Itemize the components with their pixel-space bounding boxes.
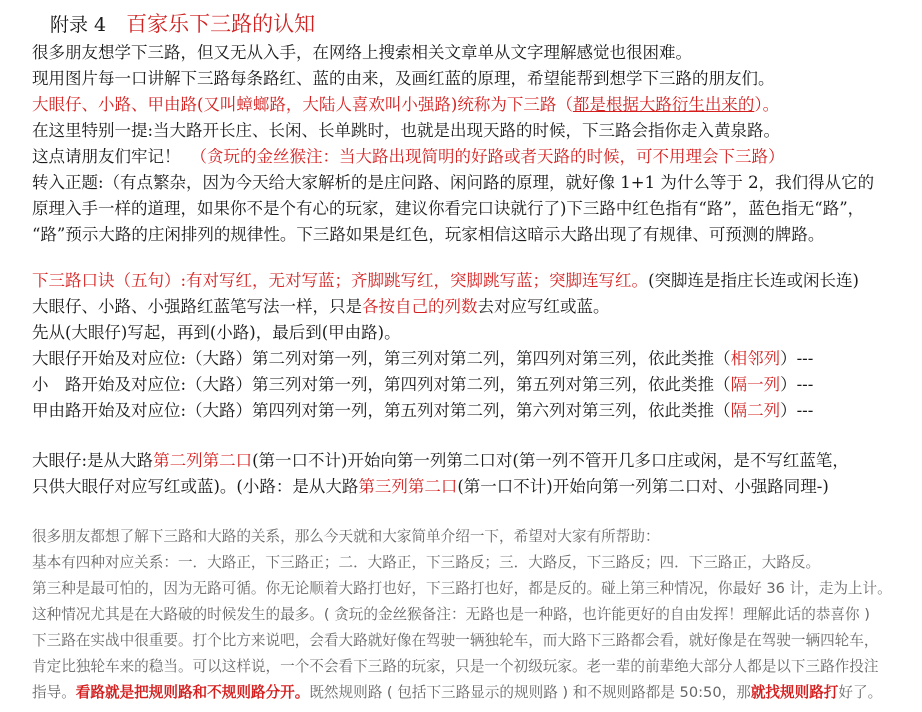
paragraph-line	[32, 224, 824, 246]
text-run: 大眼仔开始及对应位:（大路）第二列对第一列，第三列对第二列，第四列对第三列，依此类推（	[32, 349, 731, 368]
appendix-heading: 百家乐下三路的认知	[126, 12, 316, 36]
highlight-text: 相邻列	[730, 349, 781, 368]
formula-text: 下三路口诀（五句）:有对写红，无对写蓝；齐脚跳写红，突脚跳写蓝；突脚连写红。	[32, 271, 649, 290]
text-run: 大眼仔、小路、小强路红蓝笔写法一样，只是	[32, 297, 362, 316]
text-run: 只供大眼仔对应写红或蓝)。(小路：是从大路	[32, 477, 359, 496]
highlight-text: 隔一列	[730, 375, 781, 394]
text-run: 肯定比独轮车来的稳当。可以这样说，一个不会看下三路的玩家，只是一个初级玩家。老一辈的前辈绝大部分人都是以下三路作投注	[32, 658, 879, 675]
paragraph-line	[32, 374, 813, 396]
paragraph-line	[32, 682, 882, 704]
underlined-text: 都是根据大路衍生出来的	[572, 95, 755, 114]
text-run: 好了。	[838, 684, 883, 701]
text-run: 大眼仔:是从大路	[32, 451, 154, 470]
text-run: ）。	[754, 95, 780, 114]
paragraph-line	[32, 348, 813, 370]
bold-highlight-text: 看路就是把规则路和不规则路分开。	[75, 684, 310, 701]
text-run: ）---	[780, 349, 814, 368]
paragraph-line	[32, 604, 870, 626]
text-run: 很多朋友都想了解下三路和大路的关系，那么今天就和大家简单介绍一下，希望对大家有所帮助：	[32, 528, 660, 545]
paragraph-line	[32, 400, 813, 422]
text-run: 大眼仔、小路、甲由路(又叫蟑螂路，大陆人喜欢叫小强路)统称为下三路（	[32, 95, 573, 114]
paragraph-line	[32, 656, 878, 678]
text-run: 很多朋友想学下三路，但又无从入手，在网络上搜索相关文章单从文字理解感觉也很困难。	[32, 43, 692, 62]
note-text: （贪玩的金丝猴注：当大路出现简明的好路或者天路的时候，可不用理会下三路）	[190, 147, 785, 166]
paragraph-line	[32, 476, 829, 498]
paragraph-line	[32, 578, 892, 600]
paragraph-line	[32, 94, 779, 116]
paragraph-line	[32, 630, 878, 652]
text-run: 基本有四种对应关系：一．大路正，下三路正；二．大路正，下三路反；三．大路反，下三路反；四．下三路正，大路反。	[32, 554, 821, 571]
highlight-text: 隔二列	[730, 401, 781, 420]
paragraph-line	[32, 450, 849, 472]
text-run: 这点请朋友们牢记！	[32, 147, 181, 166]
text-run: 这种情况尤其是在大路破的时候发生的最多。( 贪玩的金丝猴备注：无路也是一种路，也许能更好的自由发挥！理解此话的恭喜你 )	[32, 606, 870, 623]
text-run: (第一口不计)开始向第一列第二口对、小强路同理-)	[457, 477, 829, 496]
appendix-label: 附录 4	[50, 14, 107, 36]
highlight-text: 各按自己的列数	[362, 297, 478, 316]
text-run: 转入正题:（有点繁杂，因为今天给大家解析的是庄问路、闲问路的原理，就好像 1+1 为什么等于 2，我们得从它的	[32, 173, 875, 192]
paragraph-line	[32, 172, 874, 194]
text-run: (突脚连是指庄长连或闲长连)	[648, 271, 859, 290]
text-run: 甲由路开始及对应位:（大路）第四列对第一列，第五列对第二列，第六列对第三列，依此类推（	[32, 401, 731, 420]
paragraph-line	[32, 296, 610, 318]
text-run: 指导。	[32, 684, 76, 701]
text-run: 在这里特别一提:当大路开长庄、长闲、长单跳时，也就是出现天路的时候，下三路会指你走入黄泉路。	[32, 121, 781, 140]
text-run: 原理入手一样的道理，如果你不是个有心的玩家，建议你看完口诀就行了)下三路中红色指有“路”，蓝色指无“路”，	[32, 199, 865, 218]
paragraph-line	[32, 146, 785, 168]
text-run: 去对应写红或蓝。	[477, 297, 610, 316]
text-run: 小 路开始及对应位:（大路）第三列对第一列，第四列对第二列，第五列对第三列，依此类推（	[32, 375, 731, 394]
paragraph-line	[32, 552, 820, 574]
highlight-text: 第二列第二口	[153, 451, 253, 470]
text-run: 先从(大眼仔)写起，再到(小路)，最后到(甲由路)。	[32, 323, 401, 342]
paragraph-line	[32, 270, 859, 292]
highlight-text: 第三列第二口	[358, 477, 458, 496]
text-run: ）---	[780, 375, 814, 394]
text-run: 第三种是最可怕的，因为无路可循。你无论顺着大路打也好，下三路打也好，都是反的。碰上第三种情况，你最好 36 计，走为上计。	[32, 580, 892, 597]
paragraph-line	[32, 42, 692, 64]
text-run: 现用图片每一口讲解下三路每条路红、蓝的由来，及画红蓝的原理，希望能帮到想学下三路的朋友们。	[32, 69, 775, 88]
text-run: 既然规则路 ( 包括下三路显示的规则路 ) 和不规则路都是 50:50，那	[309, 684, 751, 701]
paragraph-line	[32, 120, 780, 142]
text-run: 下三路在实战中很重要。打个比方来说吧，会看大路就好像在驾驶一辆独轮车，而大路下三路都会看，就好像是在驾驶一辆四轮车，	[32, 632, 879, 649]
bold-highlight-text: 就找规则路打	[750, 684, 839, 701]
paragraph-line	[32, 198, 864, 220]
text-run: “路”预示大路的庄闲排列的规律性。下三路如果是红色，玩家相信这暗示大路出现了有规律、可预测的牌路。	[32, 225, 825, 244]
paragraph-line	[32, 322, 401, 344]
paragraph-line	[32, 526, 660, 548]
paragraph-line	[32, 68, 775, 90]
appendix-title	[50, 10, 315, 39]
text-run: (第一口不计)开始向第一列第二口对(第一列不管开几多口庄或闲，是不写红蓝笔，	[252, 451, 849, 470]
text-run: ）---	[780, 401, 814, 420]
